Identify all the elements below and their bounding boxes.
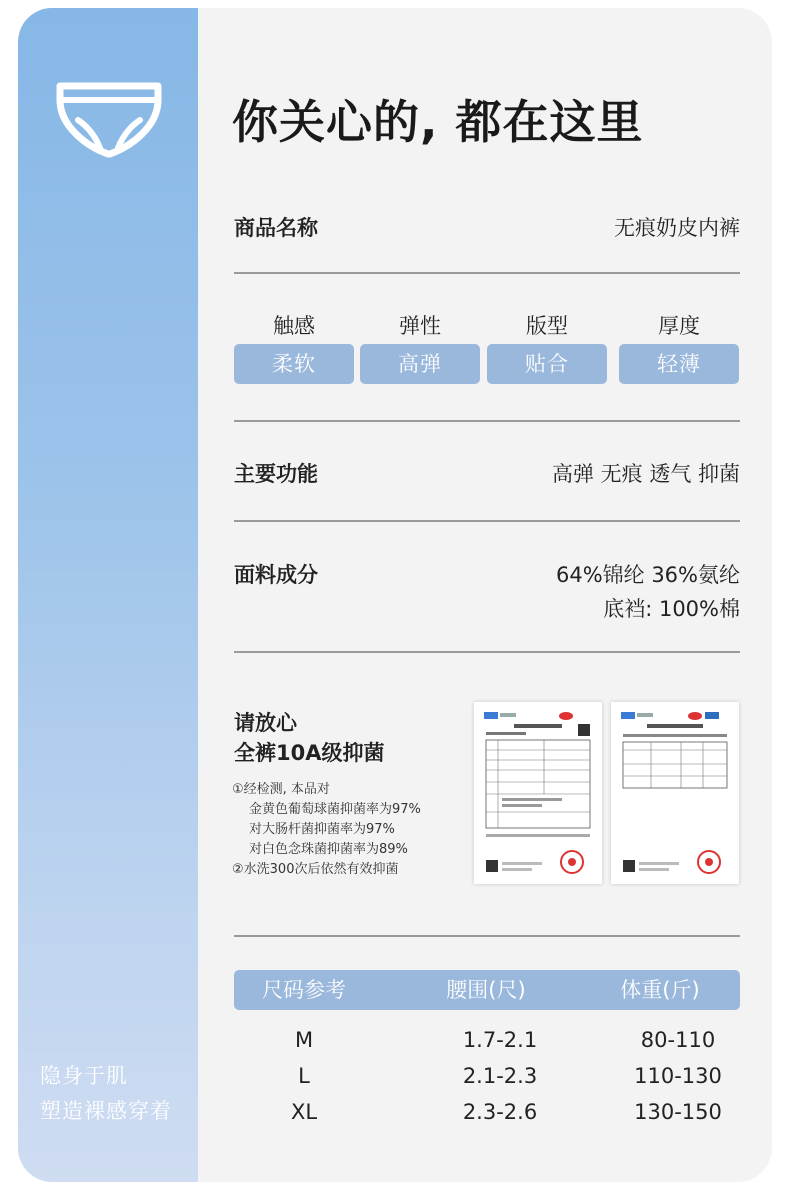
size-header-weight: 体重(斤) bbox=[620, 978, 700, 1002]
divider bbox=[234, 272, 740, 274]
detail-line: 对白色念珠菌抑菌率为89% bbox=[249, 842, 408, 857]
attribute-label: 版型 bbox=[526, 314, 568, 338]
attribute-label: 厚度 bbox=[658, 314, 700, 338]
antibacterial-title-2: 全裤10A级抑菌 bbox=[234, 741, 385, 765]
size-cell: M bbox=[294, 1028, 314, 1052]
antibacterial-title-1: 请放心 bbox=[234, 711, 297, 735]
fabric-value-line2: 底裆: 100%棉 bbox=[603, 597, 740, 621]
sidebar bbox=[18, 8, 198, 1182]
waist-cell: 1.7-2.1 bbox=[462, 1028, 538, 1052]
attribute-fit bbox=[487, 312, 607, 384]
features-value: 高弹 无痕 透气 抑菌 bbox=[551, 462, 740, 486]
product-name-value: 无痕奶皮内裤 bbox=[614, 216, 740, 240]
fabric-label: 面料成分 bbox=[234, 563, 318, 587]
attribute-pill: 轻薄 bbox=[619, 344, 739, 384]
weight-cell: 110-130 bbox=[634, 1064, 722, 1088]
divider bbox=[234, 420, 740, 422]
slogan-line-2: 塑造裸感穿着 bbox=[40, 1099, 172, 1123]
attribute-touch bbox=[234, 312, 354, 384]
detail-line: ②水洗300次后依然有效抑菌 bbox=[232, 862, 399, 877]
size-header-size: 尺码参考 bbox=[262, 978, 346, 1002]
detail-line: 金黄色葡萄球菌抑菌率为97% bbox=[249, 802, 421, 817]
detail-line: 对大肠杆菌抑菌率为97% bbox=[249, 822, 395, 837]
test-report-image-2 bbox=[611, 702, 739, 884]
size-cell: XL bbox=[290, 1100, 318, 1124]
size-table-header bbox=[234, 970, 740, 1010]
detail-line: ①经检测, 本品对 bbox=[232, 782, 330, 797]
main-content bbox=[198, 8, 772, 1182]
divider bbox=[234, 651, 740, 653]
product-name-label: 商品名称 bbox=[234, 216, 318, 240]
page-title: 你关心的, 都在这里 bbox=[232, 95, 644, 149]
size-cell: L bbox=[298, 1064, 310, 1088]
test-report-image-1 bbox=[474, 702, 602, 884]
slogan-line-1: 隐身于肌 bbox=[40, 1064, 128, 1088]
attribute-elasticity bbox=[360, 312, 480, 384]
briefs-icon bbox=[54, 80, 164, 160]
attribute-label: 弹性 bbox=[399, 314, 441, 338]
attribute-pill: 高弹 bbox=[360, 344, 480, 384]
attribute-thickness bbox=[619, 312, 739, 384]
waist-cell: 2.3-2.6 bbox=[462, 1100, 538, 1124]
weight-cell: 80-110 bbox=[640, 1028, 716, 1052]
attribute-pill: 柔软 bbox=[234, 344, 354, 384]
antibacterial-details bbox=[232, 780, 421, 880]
size-header-waist: 腰围(尺) bbox=[446, 978, 526, 1002]
weight-cell: 130-150 bbox=[634, 1100, 722, 1124]
attribute-pill: 贴合 bbox=[487, 344, 607, 384]
fabric-value-line1: 64%锦纶 36%氨纶 bbox=[555, 563, 740, 587]
antibacterial-heading bbox=[234, 708, 384, 768]
attribute-label: 触感 bbox=[273, 314, 315, 338]
features-label: 主要功能 bbox=[234, 462, 318, 486]
divider bbox=[234, 520, 740, 522]
divider bbox=[234, 935, 740, 937]
waist-cell: 2.1-2.3 bbox=[462, 1064, 538, 1088]
info-card bbox=[18, 8, 772, 1182]
